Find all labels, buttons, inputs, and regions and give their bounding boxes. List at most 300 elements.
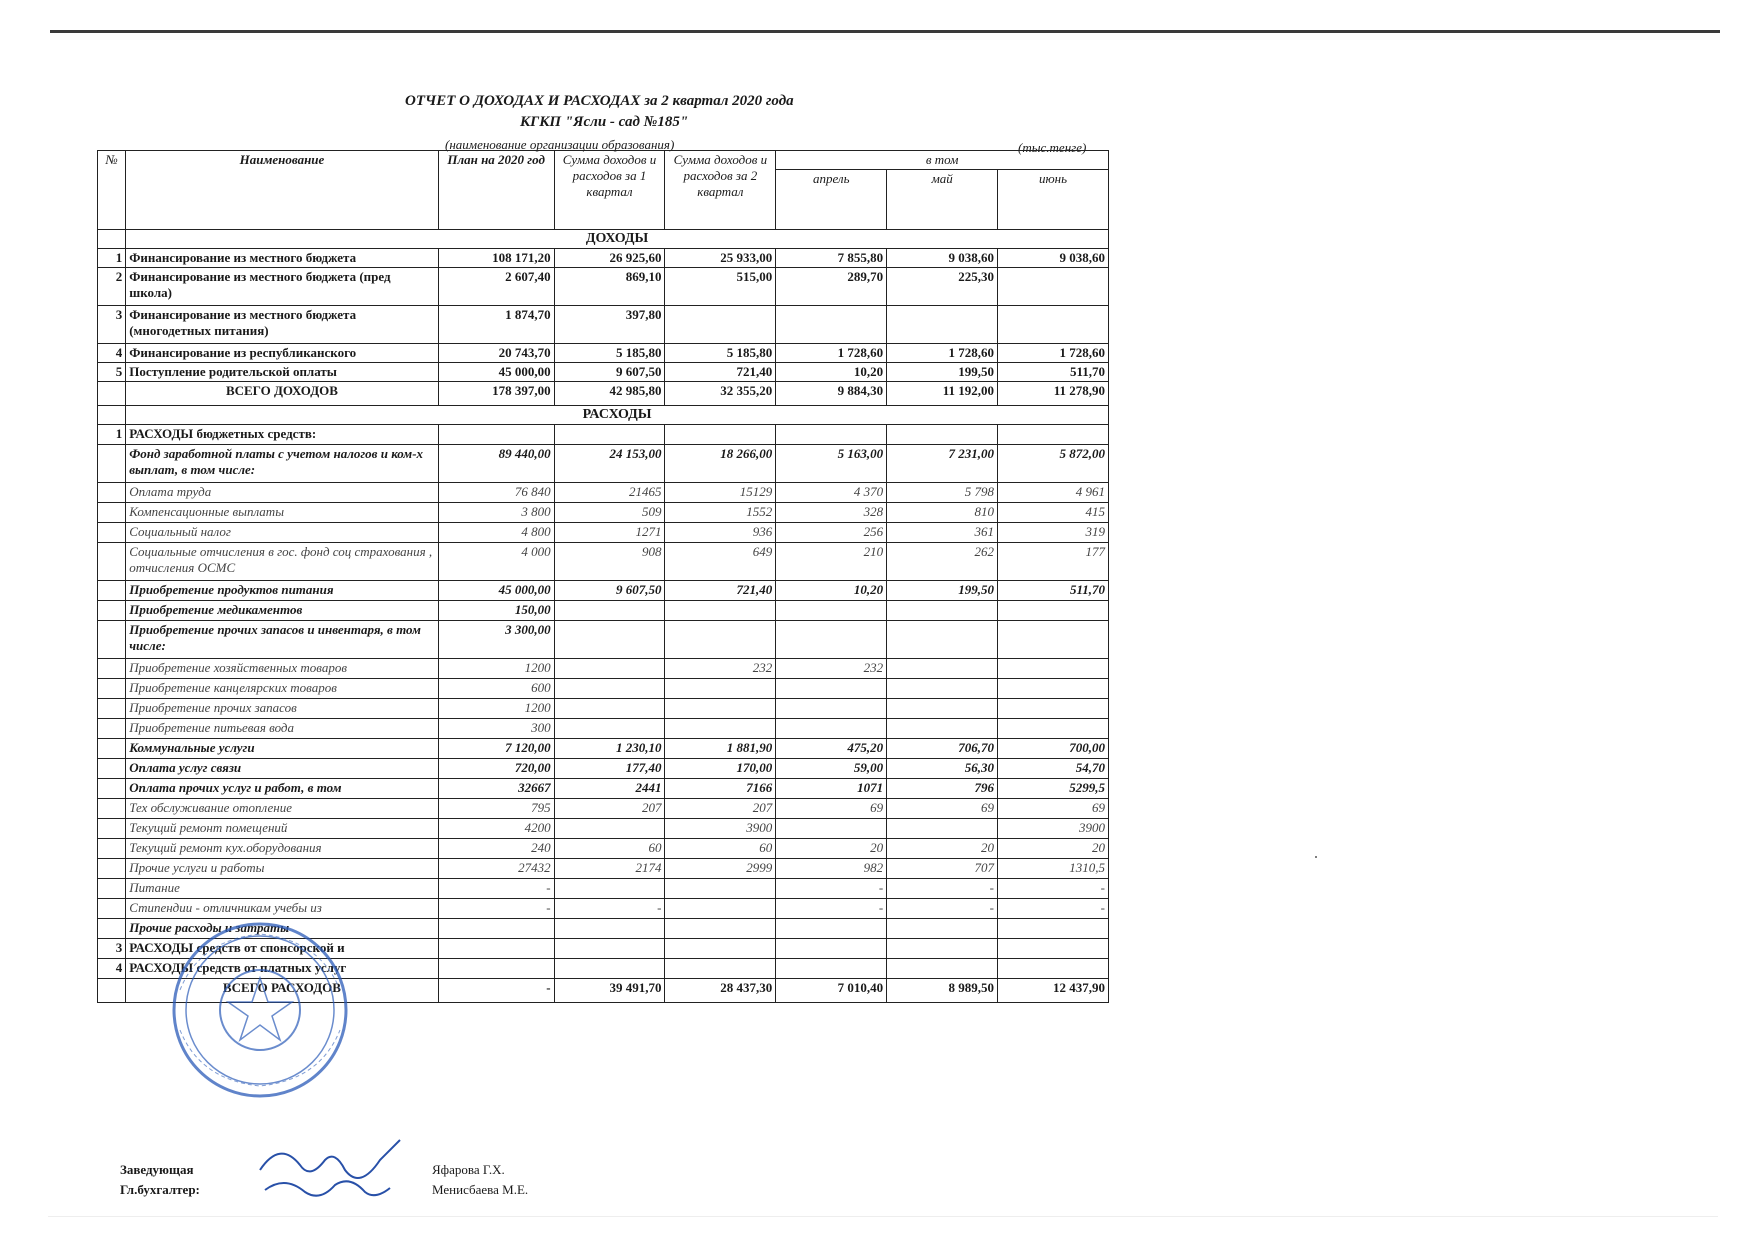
cell-plan: [438, 919, 554, 939]
cell-apr: [776, 621, 887, 659]
header-name: Наименование: [126, 151, 438, 230]
cell-may: 706,70: [887, 739, 998, 759]
cell-may: 7 231,00: [887, 445, 998, 483]
row-number: [98, 543, 126, 581]
table-row: [98, 679, 1109, 699]
cell-plan: [438, 959, 554, 979]
section-spacer: [98, 230, 126, 249]
signature-titles: [120, 1162, 200, 1202]
total-q2: 28 437,30: [665, 979, 776, 1003]
cell-q2: 7166: [665, 779, 776, 799]
row-number: [98, 445, 126, 483]
row-name: РАСХОДЫ средств от спонсорской и: [126, 939, 438, 959]
row-number: 3: [98, 306, 126, 344]
row-name: Социальные отчисления в гос. фонд соц страхования , отчисления ОСМС: [126, 543, 438, 581]
total-may: 8 989,50: [887, 979, 998, 1003]
row-number: 1: [98, 425, 126, 445]
table-row: [98, 363, 1109, 382]
cell-q1: [554, 699, 665, 719]
cell-may: [887, 699, 998, 719]
table-row: [98, 659, 1109, 679]
cell-plan: 108 171,20: [438, 249, 554, 268]
cell-q2: [665, 601, 776, 621]
cell-plan: 240: [438, 839, 554, 859]
cell-jun: 1310,5: [998, 859, 1109, 879]
cell-apr: 69: [776, 799, 887, 819]
cell-jun: 54,70: [998, 759, 1109, 779]
cell-q1: -: [554, 899, 665, 919]
cell-plan: 4 000: [438, 543, 554, 581]
cell-jun: [998, 959, 1109, 979]
cell-may: 707: [887, 859, 998, 879]
cell-jun: 1 728,60: [998, 344, 1109, 363]
table-row: [98, 699, 1109, 719]
row-number: [98, 601, 126, 621]
table-row: [98, 249, 1109, 268]
table-row: [98, 543, 1109, 581]
expenses-section: [98, 406, 1109, 425]
row-number: 4: [98, 959, 126, 979]
table-row: [98, 445, 1109, 483]
cell-q2: 25 933,00: [665, 249, 776, 268]
row-name: Текущий ремонт помещений: [126, 819, 438, 839]
cell-jun: [998, 659, 1109, 679]
cell-may: 9 038,60: [887, 249, 998, 268]
cell-apr: [776, 819, 887, 839]
row-name: Финансирование из местного бюджета (многодетных питания): [126, 306, 438, 344]
cell-q1: 869,10: [554, 268, 665, 306]
cell-apr: [776, 699, 887, 719]
row-name: Приобретение медикаментов: [126, 601, 438, 621]
cell-jun: [998, 939, 1109, 959]
row-number: [98, 919, 126, 939]
header-june: июнь: [998, 170, 1109, 230]
row-number: [98, 523, 126, 543]
cell-q2: 15129: [665, 483, 776, 503]
row-name: Текущий ремонт кух.оборудования: [126, 839, 438, 859]
row-name: Приобретение прочих запасов и инвентаря, в том числе:: [126, 621, 438, 659]
cell-may: 5 798: [887, 483, 998, 503]
cell-apr: [776, 919, 887, 939]
cell-apr: [776, 959, 887, 979]
income-section: [98, 230, 1109, 249]
cell-apr: 10,20: [776, 581, 887, 601]
organization-note: (наименование организации образования): [445, 137, 675, 152]
cell-q2: 1 881,90: [665, 739, 776, 759]
cell-jun: 9 038,60: [998, 249, 1109, 268]
row-number: [98, 679, 126, 699]
cell-plan: 2 607,40: [438, 268, 554, 306]
cell-plan: 4 800: [438, 523, 554, 543]
cell-q1: 1271: [554, 523, 665, 543]
table-row: [98, 879, 1109, 899]
cell-q2: [665, 959, 776, 979]
cell-q2: [665, 306, 776, 344]
cell-q1: 24 153,00: [554, 445, 665, 483]
table-row: [98, 306, 1109, 344]
cell-q2: 515,00: [665, 268, 776, 306]
row-name: Прочие расходы и затраты: [126, 919, 438, 939]
cell-may: [887, 621, 998, 659]
row-name: Тех обслуживание отопление: [126, 799, 438, 819]
header-plan: План на 2020 год: [438, 151, 554, 230]
cell-plan: 3 300,00: [438, 621, 554, 659]
cell-q1: 397,80: [554, 306, 665, 344]
cell-apr: 20: [776, 839, 887, 859]
cell-q2: 60: [665, 839, 776, 859]
cell-plan: -: [438, 899, 554, 919]
cell-jun: 20: [998, 839, 1109, 859]
row-name: Поступление родительской оплаты: [126, 363, 438, 382]
cell-q2: [665, 899, 776, 919]
row-number: 5: [98, 363, 126, 382]
header-q2: Сумма доходов и расходов за 2 квартал: [665, 151, 776, 230]
header-q1: Сумма доходов и расходов за 1 квартал: [554, 151, 665, 230]
cell-q1: [554, 679, 665, 699]
total-apr: 9 884,30: [776, 382, 887, 406]
cell-jun: 700,00: [998, 739, 1109, 759]
cell-q2: 3900: [665, 819, 776, 839]
cell-q1: [554, 425, 665, 445]
cell-plan: [438, 939, 554, 959]
row-number: 4: [98, 344, 126, 363]
cell-q1: 9 607,50: [554, 363, 665, 382]
handwritten-signature-icon: [250, 1130, 410, 1210]
cell-q2: [665, 919, 776, 939]
cell-apr: 328: [776, 503, 887, 523]
cell-plan: 3 800: [438, 503, 554, 523]
cell-q1: [554, 919, 665, 939]
row-number: [98, 659, 126, 679]
cell-jun: 319: [998, 523, 1109, 543]
cell-q1: 509: [554, 503, 665, 523]
cell-may: 796: [887, 779, 998, 799]
cell-plan: 1 874,70: [438, 306, 554, 344]
currency-unit: (тыс.тенге): [1018, 140, 1087, 155]
row-number: 3: [98, 939, 126, 959]
cell-may: 199,50: [887, 581, 998, 601]
row-name: Прочие услуги и работы: [126, 859, 438, 879]
cell-may: [887, 306, 998, 344]
row-name: Приобретение прочих запасов: [126, 699, 438, 719]
total-spacer: [98, 382, 126, 406]
cell-jun: -: [998, 899, 1109, 919]
cell-q2: 1552: [665, 503, 776, 523]
row-number: 1: [98, 249, 126, 268]
cell-q2: [665, 621, 776, 659]
section-title: РАСХОДЫ: [126, 406, 1109, 425]
cell-jun: 5299,5: [998, 779, 1109, 799]
cell-q1: [554, 819, 665, 839]
cell-jun: 511,70: [998, 363, 1109, 382]
cell-may: -: [887, 879, 998, 899]
cell-jun: 5 872,00: [998, 445, 1109, 483]
cell-may: [887, 601, 998, 621]
total-apr: 7 010,40: [776, 979, 887, 1003]
cell-may: 199,50: [887, 363, 998, 382]
row-name: Приобретение питьевая вода: [126, 719, 438, 739]
cell-q1: [554, 621, 665, 659]
cell-q2: [665, 679, 776, 699]
row-name: РАСХОДЫ средств от платных услуг: [126, 959, 438, 979]
total-jun: 11 278,90: [998, 382, 1109, 406]
cell-q2: [665, 879, 776, 899]
report-title: ОТЧЕТ О ДОХОДАХ И РАСХОДАХ за 2 квартал 2020 года: [405, 93, 794, 109]
cell-q2: 170,00: [665, 759, 776, 779]
table-row: [98, 503, 1109, 523]
row-number: [98, 899, 126, 919]
row-name: Финансирование из местного бюджета (пред школа): [126, 268, 438, 306]
cell-jun: 415: [998, 503, 1109, 523]
table-row: [98, 523, 1109, 543]
row-name: Финансирование из местного бюджета: [126, 249, 438, 268]
section-spacer: [98, 406, 126, 425]
row-name: Приобретение хозяйственных товаров: [126, 659, 438, 679]
cell-jun: [998, 699, 1109, 719]
cell-may: [887, 919, 998, 939]
cell-may: [887, 959, 998, 979]
table-row: [98, 601, 1109, 621]
cell-apr: 232: [776, 659, 887, 679]
cell-plan: 600: [438, 679, 554, 699]
cell-jun: 4 961: [998, 483, 1109, 503]
cell-apr: 256: [776, 523, 887, 543]
cell-q1: 908: [554, 543, 665, 581]
cell-may: [887, 719, 998, 739]
row-number: [98, 621, 126, 659]
row-name: Оплата труда: [126, 483, 438, 503]
table-row: [98, 819, 1109, 839]
cell-may: 262: [887, 543, 998, 581]
row-number: [98, 483, 126, 503]
official-stamp-icon: [140, 920, 380, 1100]
table-row: [98, 344, 1109, 363]
cell-q1: 2174: [554, 859, 665, 879]
cell-q2: 232: [665, 659, 776, 679]
scan-speck: [1315, 856, 1317, 858]
report-table: [97, 150, 1109, 1003]
table-row: [98, 859, 1109, 879]
cell-q1: [554, 659, 665, 679]
row-name: Финансирование из республиканского: [126, 344, 438, 363]
cell-q1: [554, 601, 665, 621]
header-may: май: [887, 170, 998, 230]
header-num: №: [98, 151, 126, 230]
cell-q2: [665, 699, 776, 719]
total-plan: 178 397,00: [438, 382, 554, 406]
cell-jun: 3900: [998, 819, 1109, 839]
cell-q1: 21465: [554, 483, 665, 503]
cell-jun: [998, 719, 1109, 739]
cell-may: 810: [887, 503, 998, 523]
cell-q1: 26 925,60: [554, 249, 665, 268]
head-title: Заведующая: [120, 1162, 194, 1177]
cell-apr: 5 163,00: [776, 445, 887, 483]
cell-q1: 2441: [554, 779, 665, 799]
cell-plan: 150,00: [438, 601, 554, 621]
cell-q1: 60: [554, 839, 665, 859]
cell-may: 69: [887, 799, 998, 819]
table-row: [98, 581, 1109, 601]
cell-q1: [554, 879, 665, 899]
total-q2: 32 355,20: [665, 382, 776, 406]
cell-q1: 177,40: [554, 759, 665, 779]
cell-q1: 207: [554, 799, 665, 819]
table-row: [98, 483, 1109, 503]
row-name: Коммунальные услуги: [126, 739, 438, 759]
cell-apr: 1 728,60: [776, 344, 887, 363]
table-row: [98, 268, 1109, 306]
total-label: ВСЕГО ДОХОДОВ: [126, 382, 438, 406]
header-incl: в том: [776, 151, 1109, 170]
table-row: [98, 759, 1109, 779]
row-number: [98, 719, 126, 739]
cell-jun: 69: [998, 799, 1109, 819]
row-name: Питание: [126, 879, 438, 899]
table-row: [98, 719, 1109, 739]
cell-apr: 10,20: [776, 363, 887, 382]
cell-plan: 720,00: [438, 759, 554, 779]
table-row: [98, 799, 1109, 819]
cell-may: 56,30: [887, 759, 998, 779]
cell-plan: 1200: [438, 699, 554, 719]
cell-apr: [776, 425, 887, 445]
cell-jun: 177: [998, 543, 1109, 581]
row-name: Приобретение продуктов питания: [126, 581, 438, 601]
page-top-rule: [50, 30, 1720, 33]
cell-q1: [554, 959, 665, 979]
cell-may: 361: [887, 523, 998, 543]
total-row: [98, 382, 1109, 406]
row-number: [98, 799, 126, 819]
total-label: ВСЕГО РАСХОДОВ: [126, 979, 438, 1003]
cell-jun: [998, 425, 1109, 445]
cell-q2: 936: [665, 523, 776, 543]
total-q1: 39 491,70: [554, 979, 665, 1003]
cell-apr: 210: [776, 543, 887, 581]
cell-apr: 289,70: [776, 268, 887, 306]
cell-q1: 9 607,50: [554, 581, 665, 601]
cell-jun: [998, 621, 1109, 659]
head-name: Яфарова Г.Х.: [432, 1162, 505, 1177]
row-number: [98, 859, 126, 879]
cell-plan: 20 743,70: [438, 344, 554, 363]
cell-may: [887, 939, 998, 959]
cell-apr: [776, 306, 887, 344]
cell-may: 20: [887, 839, 998, 859]
cell-plan: 76 840: [438, 483, 554, 503]
row-name: Фонд заработной платы с учетом налогов и ком-х выплат, в том числе:: [126, 445, 438, 483]
cell-q1: [554, 939, 665, 959]
cell-apr: -: [776, 899, 887, 919]
cell-plan: 795: [438, 799, 554, 819]
cell-apr: -: [776, 879, 887, 899]
row-number: [98, 581, 126, 601]
row-name: Оплата прочих услуг и работ, в том: [126, 779, 438, 799]
table-row: [98, 621, 1109, 659]
cell-may: [887, 659, 998, 679]
cell-apr: 475,20: [776, 739, 887, 759]
row-number: [98, 839, 126, 859]
cell-plan: [438, 425, 554, 445]
total-q1: 42 985,80: [554, 382, 665, 406]
cell-apr: [776, 939, 887, 959]
row-name: Социальный налог: [126, 523, 438, 543]
cell-plan: -: [438, 879, 554, 899]
accountant-name: Менисбаева М.Е.: [432, 1182, 529, 1197]
cell-apr: 7 855,80: [776, 249, 887, 268]
table-row: [98, 779, 1109, 799]
cell-plan: 300: [438, 719, 554, 739]
cell-apr: [776, 601, 887, 621]
row-name: Компенсационные выплаты: [126, 503, 438, 523]
cell-plan: 45 000,00: [438, 363, 554, 382]
cell-jun: 511,70: [998, 581, 1109, 601]
row-number: [98, 819, 126, 839]
row-name: Приобретение канцелярских товаров: [126, 679, 438, 699]
cell-may: -: [887, 899, 998, 919]
cell-q1: 1 230,10: [554, 739, 665, 759]
accountant-title: Гл.бухгалтер:: [120, 1182, 200, 1197]
total-spacer: [98, 979, 126, 1003]
total-may: 11 192,00: [887, 382, 998, 406]
row-number: [98, 739, 126, 759]
cell-jun: [998, 306, 1109, 344]
header-april: апрель: [776, 170, 887, 230]
table-row: [98, 839, 1109, 859]
cell-jun: [998, 601, 1109, 621]
cell-q2: 207: [665, 799, 776, 819]
cell-q2: [665, 719, 776, 739]
cell-apr: [776, 679, 887, 699]
cell-apr: 4 370: [776, 483, 887, 503]
row-number: [98, 879, 126, 899]
organization-name: КГКП "Ясли - сад №185": [520, 114, 689, 130]
row-number: 2: [98, 268, 126, 306]
cell-q1: 5 185,80: [554, 344, 665, 363]
cell-jun: [998, 268, 1109, 306]
cell-apr: 1071: [776, 779, 887, 799]
row-number: [98, 779, 126, 799]
signature-names: [432, 1162, 528, 1202]
row-name: Стипендии - отличникам учебы из: [126, 899, 438, 919]
cell-may: 225,30: [887, 268, 998, 306]
cell-plan: 89 440,00: [438, 445, 554, 483]
cell-q2: 18 266,00: [665, 445, 776, 483]
cell-jun: [998, 679, 1109, 699]
cell-apr: 59,00: [776, 759, 887, 779]
cell-q2: 649: [665, 543, 776, 581]
cell-may: 1 728,60: [887, 344, 998, 363]
section-title: ДОХОДЫ: [126, 230, 1109, 249]
cell-jun: -: [998, 879, 1109, 899]
table-row: [98, 899, 1109, 919]
cell-jun: [998, 919, 1109, 939]
cell-may: [887, 679, 998, 699]
total-plan: -: [438, 979, 554, 1003]
cell-q2: 2999: [665, 859, 776, 879]
row-name: РАСХОДЫ бюджетных средств:: [126, 425, 438, 445]
cell-q2: 5 185,80: [665, 344, 776, 363]
row-number: [98, 503, 126, 523]
table-row: [98, 739, 1109, 759]
cell-q2: 721,40: [665, 581, 776, 601]
cell-plan: 45 000,00: [438, 581, 554, 601]
cell-apr: [776, 719, 887, 739]
cell-may: [887, 819, 998, 839]
total-jun: 12 437,90: [998, 979, 1109, 1003]
cell-q1: [554, 719, 665, 739]
